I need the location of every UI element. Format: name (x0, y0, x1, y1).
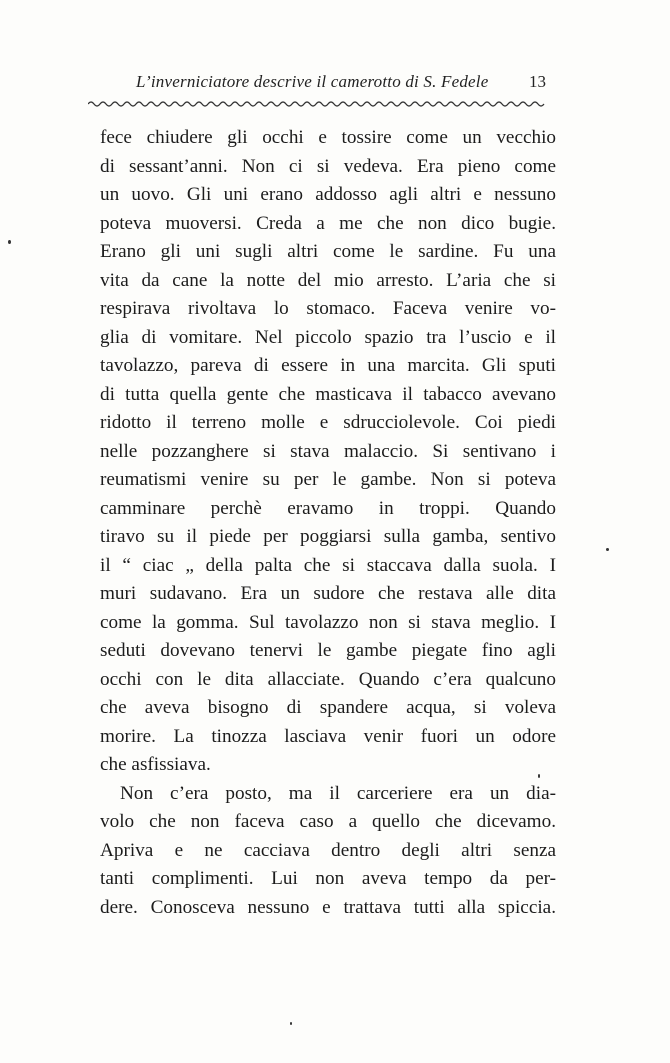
text-line: morire. La tinozza lasciava venir fuori un odore (100, 725, 556, 747)
text-line: tanti complimenti. Lui non aveva tempo da per- (100, 868, 556, 889)
text-line: reumatismi venire su per le gambe. Non si poteva (100, 469, 556, 490)
text-line: tavolazzo, pareva di essere in una marcita. Gli sputi (100, 355, 556, 376)
paragraph-1 (100, 124, 556, 780)
text-line: seduti dovevano tenervi le gambe piegate fino agli (100, 640, 556, 661)
text-line: fece chiudere gli occhi e tossire come un vecchio (100, 127, 556, 148)
text-line: ridotto il terreno molle e sdrucciolevole. Coi piedi (100, 412, 556, 433)
text-line: il “ ciac „ della palta che si staccava dalla suola. I (100, 554, 556, 576)
text-line: volo che non faceva caso a quello che dicevamo. (100, 811, 556, 832)
text-line: Non c’era posto, ma il carceriere era un dia- (120, 782, 556, 804)
print-speck (606, 548, 609, 551)
ornamental-rule (88, 98, 548, 110)
running-title: L’inverniciatore descrive il camerotto di S. Fedele (136, 72, 489, 91)
text-line: tiravo su il piede per poggiarsi sulla gamba, sentivo (100, 526, 556, 547)
text-line: di sessant’anni. Non ci si vedeva. Era pieno come (100, 155, 556, 177)
wavy-rule-line (88, 102, 544, 106)
text-line: muri sudavano. Era un sudore che restava alle dita (100, 583, 556, 604)
text-line: un uovo. Gli uni erano addosso agli altri e nessuno (100, 184, 556, 205)
print-speck (290, 1022, 292, 1025)
text-line: respirava rivoltava lo stomaco. Faceva venire vo- (100, 298, 556, 319)
text-line: che aveva bisogno di spandere acqua, si voleva (100, 697, 556, 718)
body-text (100, 124, 556, 922)
paragraph-2 (100, 780, 556, 923)
text-line: occhi con le dita allacciate. Quando c’era qualcuno (100, 668, 556, 690)
page-header (118, 72, 548, 94)
text-line: come la gomma. Sul tavolazzo non si stava meglio. I (100, 611, 556, 633)
text-line: nelle pozzanghere si stava malaccio. Si sentivano i (100, 440, 556, 462)
text-line: poteva muoversi. Creda a me che non dico bugie. (100, 212, 556, 234)
text-line: che asfissiava. (100, 754, 211, 775)
text-line: camminare perchè eravamo in troppi. Quando (100, 497, 556, 519)
text-line: Erano gli uni sugli altri come le sardine. Fu una (100, 241, 556, 262)
text-line: dere. Conosceva nessuno e trattava tutti alla spiccia. (100, 896, 556, 918)
text-line: Apriva e ne cacciava dentro degli altri senza (100, 839, 556, 861)
text-line: di tutta quella gente che masticava il tabacco avevano (100, 383, 556, 405)
text-line: glia di vomitare. Nel piccolo spazio tra l’uscio e il (100, 326, 556, 348)
page-number: 13 (529, 72, 546, 91)
print-speck (538, 774, 540, 778)
text-line: vita da cane la notte del mio arresto. L’aria che si (100, 269, 556, 291)
print-speck (8, 240, 11, 244)
